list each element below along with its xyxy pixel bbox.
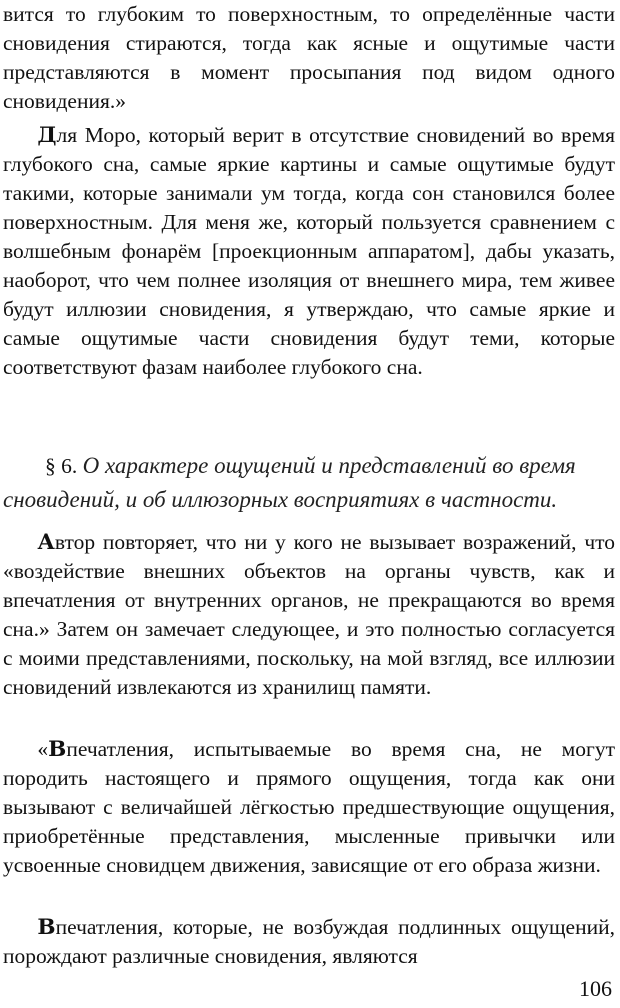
drop-initial: А xyxy=(37,530,55,555)
paragraph-author: Автор повторяет, что ни у кого не вызывает возражений, что «воздействие внешних объектов на органы чувств, как и впечатления от внутренних органов, не прекращаются во время сна.» Затем он замечает следующее, и это полностью согласуется с моими представлениями, поскольку, на мой взгляд, все иллюзии сновидений извлекаются из хранилищ памяти. xyxy=(3,530,615,699)
paragraph-quote: «Впечатления, испытываемые во время сна, не могут породить настоящего и прямого ощущения, тогда как они вызывают с величайшей лёгкостью предшествующие ощущения, приобретённые представления, мысленные привычки или усвоенные сновидцем движения, зависящие от его образа жизни. xyxy=(3,737,615,877)
section-heading xyxy=(3,449,615,517)
drop-initial: В xyxy=(37,915,56,940)
paragraph-continuation: вится то глубоким то поверхностным, то определённые части сновидения стираются, тогда как ясные и ощутимые части представляются в момент просыпания под видом одного сновидения.» xyxy=(3,2,615,113)
section-title-line2: сновидений, и об иллюзорных восприятиях в частности. xyxy=(3,487,558,512)
section-number: § 6. xyxy=(45,454,78,478)
page-number: 106 xyxy=(579,976,612,1001)
paragraph-moreau: Для Моро, который верит в отсутствие сновидений во время глубокого сна, самые яркие картины и самые ощутимые будут такими, которые занимали ум тогда, когда сон становился более поверхностным. Для меня же, который пользуется сравнением с волшебным фонарём [проекционным аппаратом], дабы указать, наоборот, что чем полнее изоляция от внешнего мира, тем живее будут иллюзии сновидения, я утверждаю, что самые яркие и самые ощутимые части сновидения будут теми, которые соответствуют фазам наиболее глубокого сна. xyxy=(3,123,615,379)
paragraph-impressions: Впечатления, которые, не возбуждая подлинных ощущений, порождают различные сновидения, являются xyxy=(3,915,615,968)
section-title-line1: О характере ощущений и представлений во время xyxy=(82,453,576,478)
drop-initial: Д xyxy=(37,123,57,148)
drop-initial: В xyxy=(48,737,67,762)
